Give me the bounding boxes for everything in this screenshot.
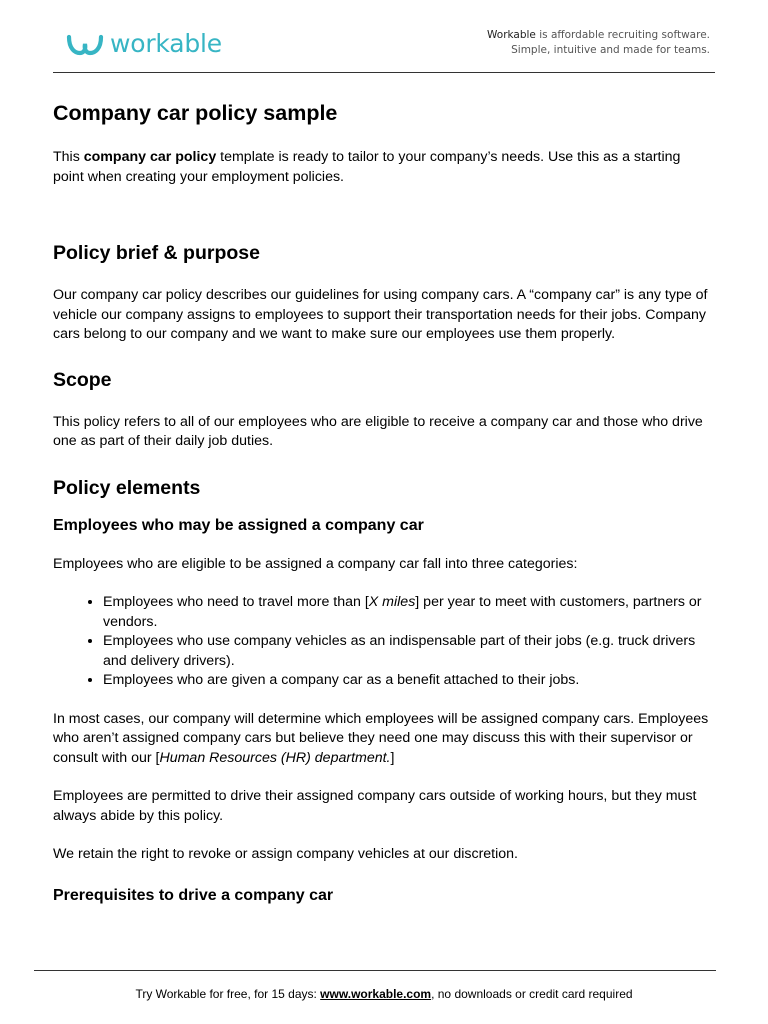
- page-header: [0, 0, 768, 73]
- tagline-brand: Workable: [487, 29, 536, 41]
- tagline-line-1-text: is affordable recruiting software.: [535, 29, 710, 41]
- list-item: • Employees who use company vehicles as an indispensable part of their jobs (e.g. truck drivers and delivery drivers).: [103, 632, 715, 671]
- list-item-emphasis: X miles: [368, 594, 416, 610]
- determination-text: In most cases, our company will determine which employees will be assigned company cars. Employees who aren’t assigned company cars but believe they need one may discuss this with their supervisor or consult with our [: [53, 710, 709, 766]
- logo-wordmark: workable: [110, 29, 222, 58]
- discretion-paragraph: We retain the right to revoke or assign company vehicles at our discretion.: [53, 846, 519, 862]
- scope-paragraph: This policy refers to all of our employees who are eligible to receive a company car and those who drive one as part of their daily job duties.: [53, 413, 703, 449]
- list-item-text: Employees who need to travel more than [: [103, 594, 369, 610]
- document-title: Company car policy sample: [53, 101, 338, 125]
- workable-link[interactable]: www.workable.com: [320, 987, 432, 1001]
- heading-policy-elements: Policy elements: [53, 476, 201, 499]
- intro-paragraph: [53, 148, 715, 187]
- tagline-line-2: Simple, intuitive and made for teams.: [511, 44, 710, 56]
- header-tagline: [487, 28, 710, 58]
- assigned-intro-paragraph: Employees who are eligible to be assigned a company car fall into three categories:: [53, 555, 578, 572]
- workable-logo-icon: [66, 32, 104, 56]
- heading-scope: Scope: [53, 368, 112, 391]
- list-item-text: ] per year to meet with customers, partners or vendors.: [103, 594, 702, 630]
- determination-end: ]: [390, 749, 395, 766]
- heading-policy-brief: Policy brief & purpose: [53, 242, 260, 264]
- footer-text: Try Workable for free, for 15 days:: [135, 987, 321, 1001]
- page-footer: [0, 987, 768, 1001]
- eligibility-list: [53, 593, 715, 691]
- policy-brief-paragraph: Our company car policy describes our guidelines for using company cars. A “company car” is any type of vehicle our company assigns to employees to support their transportation needs for their jobs. Company cars belong to our company and we want to make sure our employees use them properly.: [53, 287, 708, 342]
- determination-emphasis: Human Resources (HR) department.: [159, 749, 391, 766]
- list-item: • Employees who are given a company car as a benefit attached to their jobs.: [103, 671, 715, 691]
- heading-assigned-car: Employees who may be assigned a company car: [53, 516, 424, 534]
- heading-prerequisites: Prerequisites to drive a company car: [53, 886, 334, 904]
- footer-divider: [34, 970, 716, 971]
- intro-bold: company car policy: [83, 149, 217, 165]
- document-body: [53, 98, 715, 907]
- header-divider: [53, 72, 715, 73]
- workable-logo[interactable]: [66, 30, 222, 58]
- determination-paragraph: [53, 710, 715, 769]
- working-hours-paragraph: Employees are permitted to drive their assigned company cars outside of working hours, but they must always abide by this policy.: [53, 788, 697, 824]
- footer-text-end: , no downloads or credit card required: [431, 987, 633, 1001]
- tagline-line-1: [487, 28, 710, 43]
- list-item: [103, 593, 715, 632]
- intro-pre: This: [53, 149, 84, 165]
- intro-post: template is ready to tailor to your company’s needs. Use this as a starting point when creating your employment policies.: [53, 149, 681, 185]
